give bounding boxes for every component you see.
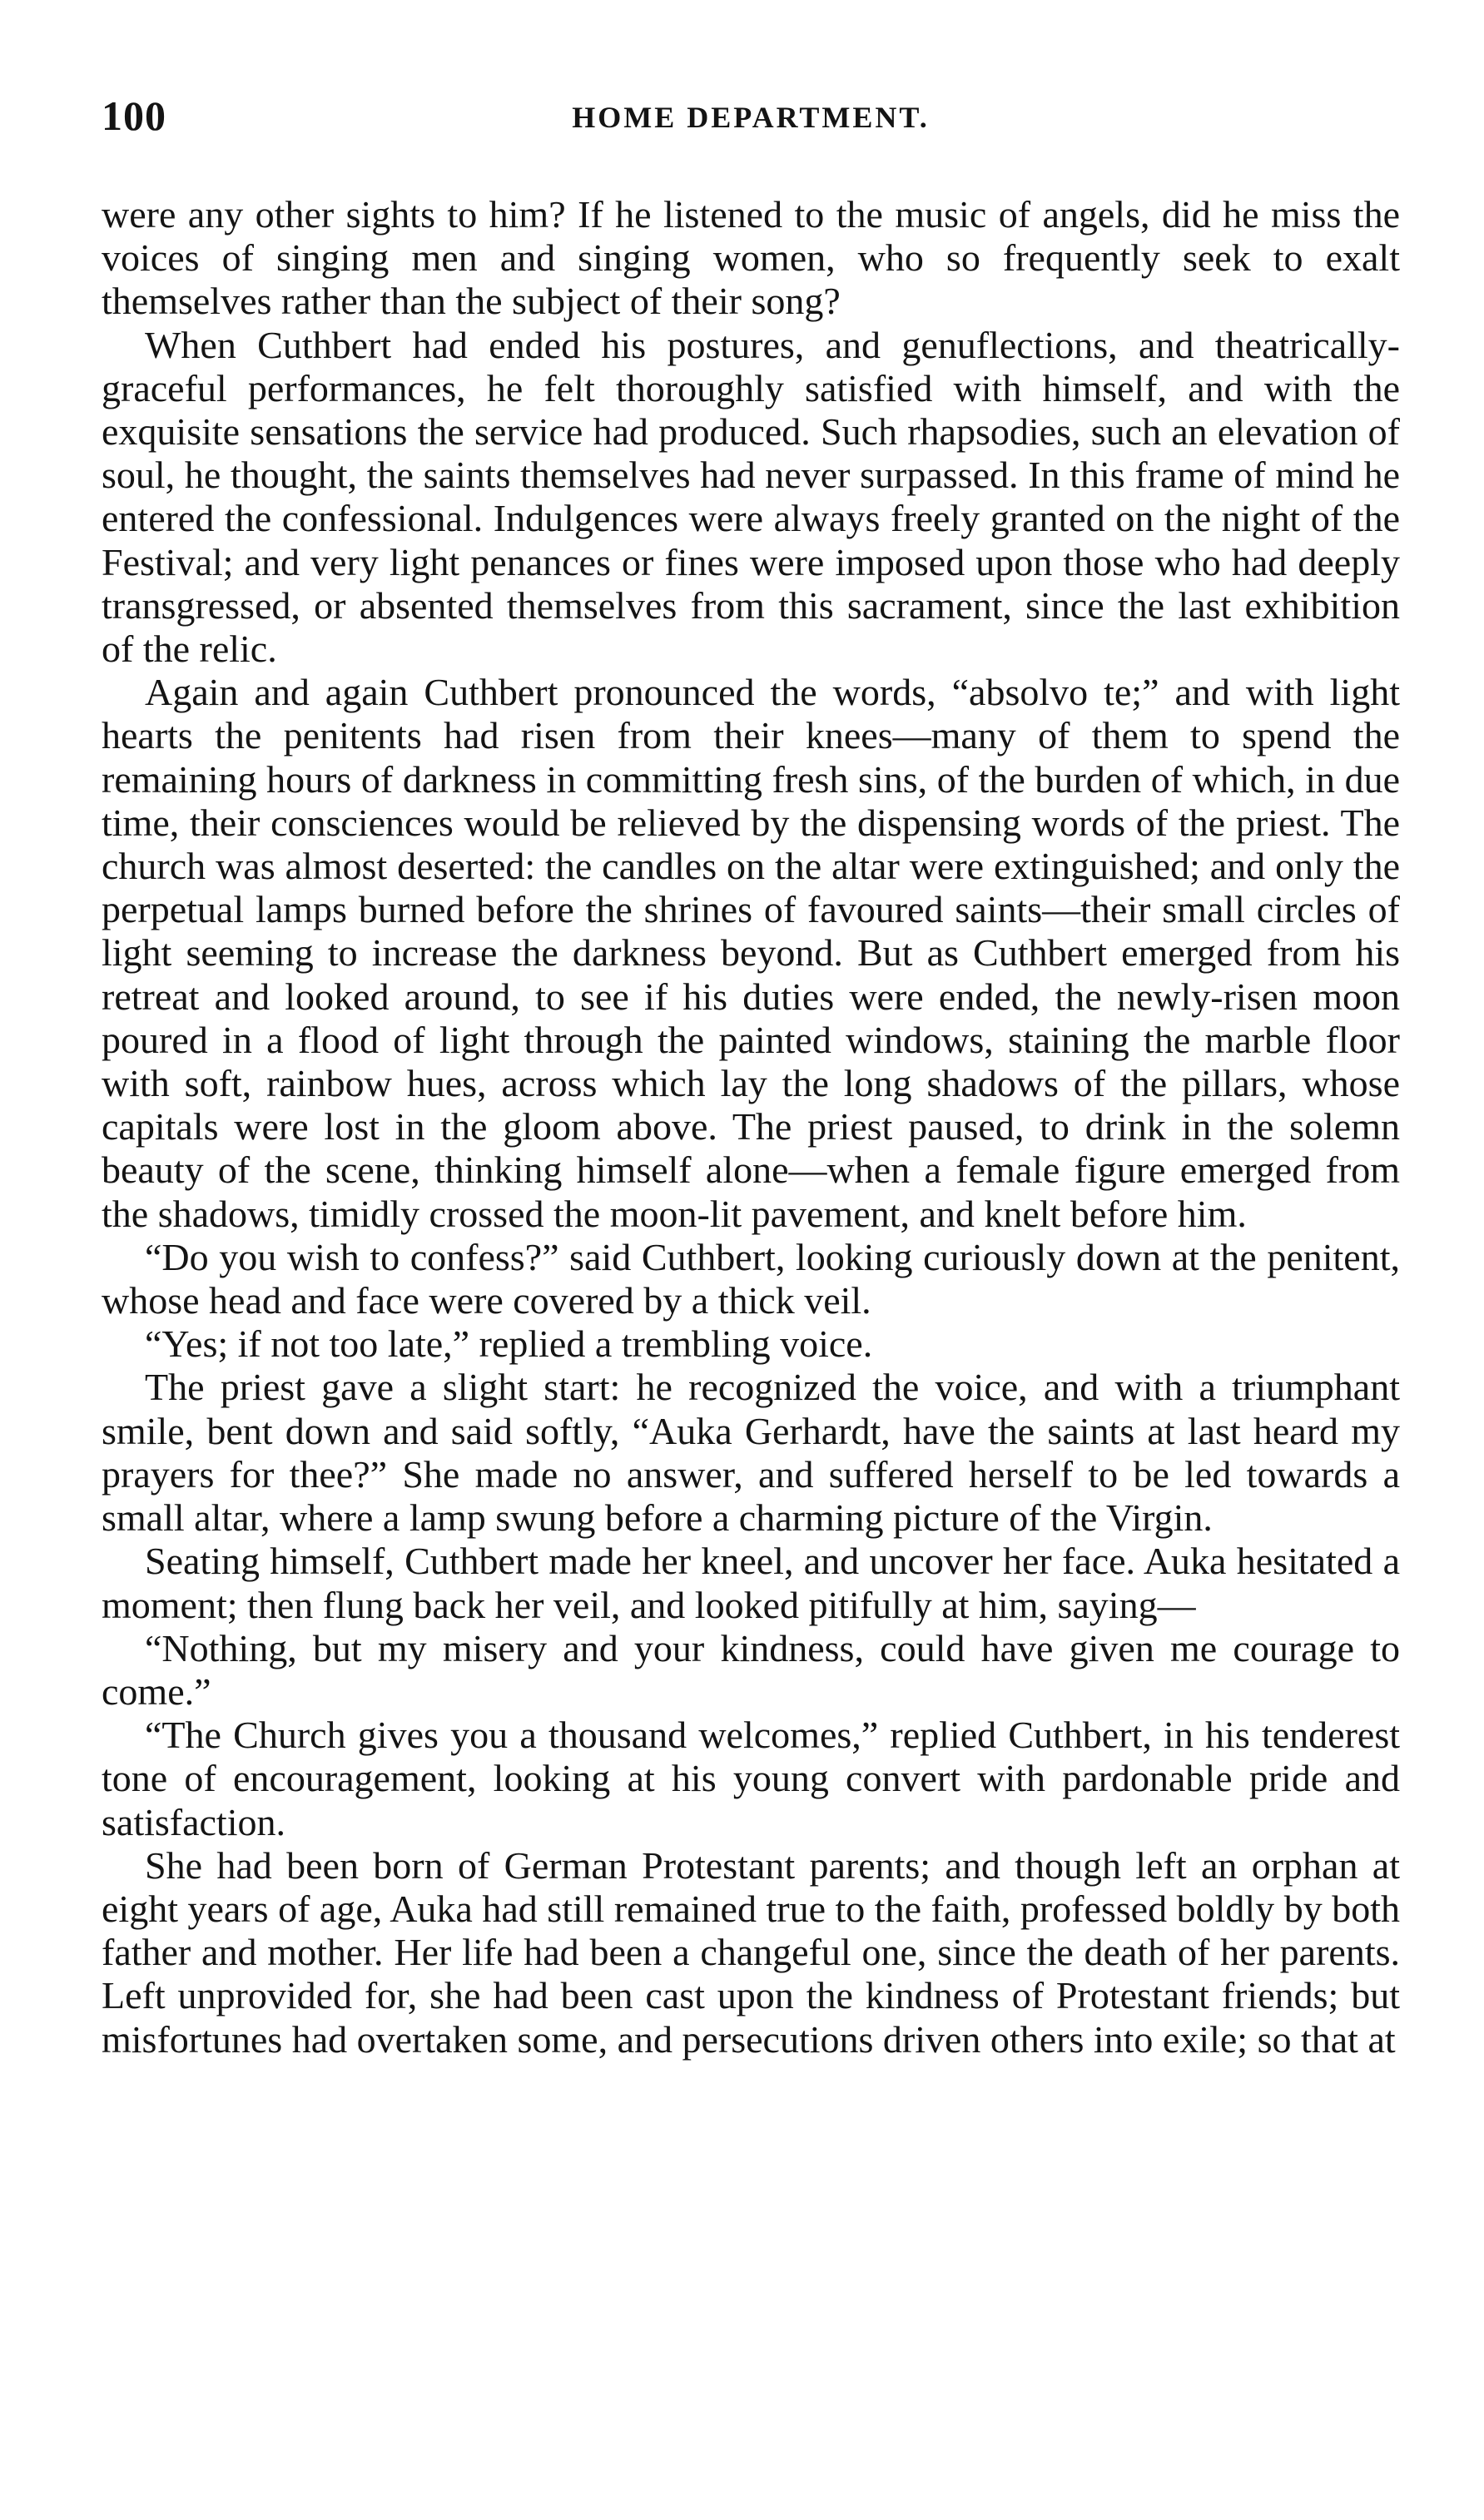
page-number: 100 xyxy=(102,92,166,139)
running-title: HOME DEPARTMENT. xyxy=(572,101,930,134)
paragraph: Seating himself, Cuthbert made her kneel, and uncover her face. Auka hesitated a moment; then flung back her veil, and looked pitifully at him, saying— xyxy=(102,1540,1400,1626)
paragraph: “Do you wish to confess?” said Cuthbert, looking curiously down at the penitent, whose head and face were covered by a thick veil. xyxy=(102,1235,1400,1322)
book-page xyxy=(102,83,1400,2061)
paragraph: When Cuthbert had ended his postures, and genuflections, and theatrically-graceful performances, he felt thoroughly satisfied with himself, and with the exquisite sensations the service had produced. Such rhapsodies, such an elevation of soul, he thought, the saints themselves had never surpassed. In this frame of mind he entered the confessional. Indulgences were always freely granted on the night of the Festival; and very light penances or fines were imposed upon those who had deeply transgressed, or absented themselves from this sacrament, since the last exhibition of the relic. xyxy=(102,323,1400,671)
paragraph: “Nothing, but my misery and your kindness, could have given me courage to come.” xyxy=(102,1626,1400,1713)
paragraph: “Yes; if not too late,” replied a trembling voice. xyxy=(145,1322,873,1366)
paragraph: “The Church gives you a thousand welcomes,” replied Cuthbert, in his tenderest tone of encouragement, looking at his young convert with pardonable pride and satisfaction. xyxy=(102,1714,1400,1843)
body-text xyxy=(102,193,1400,2061)
paragraph: Again and again Cuthbert pronounced the words, “absolvo te;” and with light hearts the penitents had risen from their knees—many of them to spend the remaining hours of darkness in committing fresh sins, of the burden of which, in due time, their consciences would be relieved by the dispensing words of the priest. The church was almost deserted: the candles on the altar were extinguished; and only the perpetual lamps burned before the shrines of favoured saints—their small circles of light seeming to increase the darkness beyond. But as Cuthbert emerged from his retreat and looked around, to see if his duties were ended, the newly-risen moon poured in a flood of light through the painted windows, staining the marble floor with soft, rainbow hues, across which lay the long shadows of the pillars, whose capitals were lost in the gloom above. The priest paused, to drink in the solemn beauty of the scene, thinking himself alone—when a female figure emerged from the shadows, timidly crossed the moon-lit pavement, and knelt before him. xyxy=(102,671,1400,1235)
paragraph: She had been born of German Protestant parents; and though left an orphan at eight years of age, Auka had still remained true to the faith, professed boldly by both father and mother. Her life had been a changeful one, since the death of her parents. Left unprovided for, she had been cast upon the kindness of Protestant friends; but misfortunes had overtaken some, and persecutions driven others into exile; so that at xyxy=(102,1843,1400,2061)
paragraph: The priest gave a slight start: he recognized the voice, and with a triumphant smile, bent down and said softly, “Auka Gerhardt, have the saints at last heard my prayers for thee?” She made no answer, and suffered herself to be led towards a small altar, where a lamp swung before a charming picture of the Virgin. xyxy=(102,1366,1400,1540)
paragraph: were any other sights to him? If he listened to the music of angels, did he miss the voices of singing men and singing women, who so frequently seek to exalt themselves rather than the subject of their song? xyxy=(102,193,1400,323)
page-header xyxy=(102,83,1400,150)
